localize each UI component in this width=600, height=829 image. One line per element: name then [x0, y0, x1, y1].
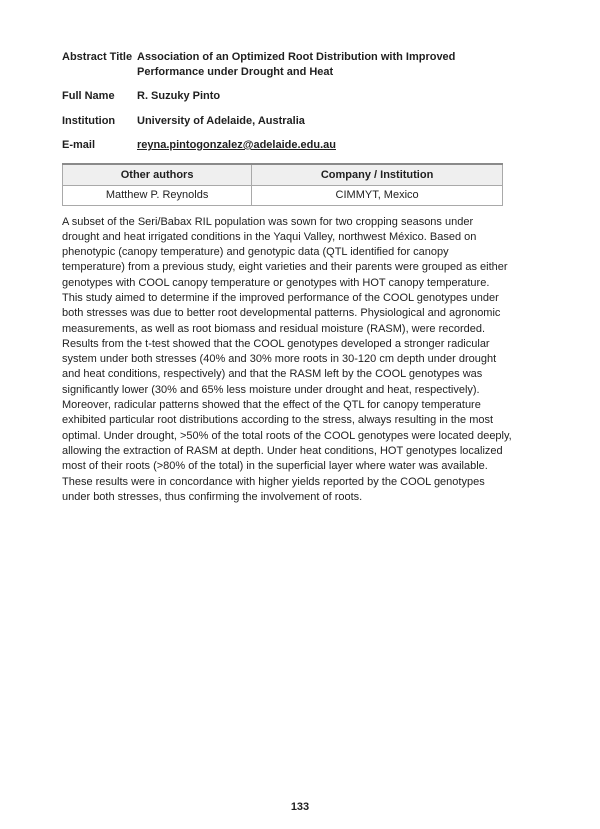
authors-table-header-row	[63, 164, 503, 186]
field-row-full-name	[62, 89, 512, 104]
full-name-label: Full Name	[62, 90, 115, 102]
abstract-title-label: Abstract Title	[62, 51, 133, 63]
company-institution-header: Company / Institution	[252, 164, 503, 186]
field-row-email	[62, 138, 512, 153]
institution-value: University of Adelaide, Australia	[137, 114, 305, 127]
field-row-institution	[62, 114, 512, 129]
header-fields	[62, 50, 512, 153]
author-name-cell: Matthew P. Reynolds	[63, 185, 252, 205]
authors-table-row	[63, 185, 503, 205]
page-content	[62, 50, 512, 505]
author-institution-cell: CIMMYT, Mexico	[252, 185, 503, 205]
abstract-title-value: Association of an Optimized Root Distribution with Improved Performance under Drought and Heat	[137, 51, 456, 78]
other-authors-header: Other authors	[63, 164, 252, 186]
abstract-body-text: A subset of the Seri/Babax RIL population was sown for two cropping seasons under drought and heat irrigated conditions in the Yaqui Valley, northwest México. Based on phenotypic (canopy temperature) and genotypic data (QTL identified for canopy temperature) from a previous study, eight varieties and their parents were grouped as either genotypes with COOL canopy temperature or genotypes with HOT canopy temperature. This study aimed to determine if the improved performance of the COOL genotypes under both stresses was due to better root developmental patterns. Physiological and agronomic measurements, as well as root biomass and residual moisture (RASM), were recorded. Results from the t-test showed that the COOL genotypes developed a stronger radicular system under both stresses (40% and 30% more roots in 30-120 cm depth under drought and heat conditions, respectively) and that the RASM left by the COOL genotypes was significantly lower (30% and 65% less moisture under drought and heat, respectively). Moreover, radicular patterns showed that the effect of the QTL for canopy temperature exhibited particular root distributions according to the stress, always resulting in the most optimal. Under drought, >50% of the total roots of the COOL genotypes were located deeply, allowing the extraction of RASM at depth. Under heat conditions, HOT genotypes localized most of their roots (>80% of the total) in the superficial layer where water was available. These results were in concordance with higher yields reported by the COOL genotypes under both stresses, thus confirming the involvement of roots.	[62, 215, 512, 503]
other-authors-table	[62, 163, 503, 206]
page-number: 133	[290, 801, 310, 813]
field-row-abstract-title	[62, 50, 512, 79]
institution-label: Institution	[62, 114, 116, 127]
email-link[interactable]: reyna.pintogonzalez@adelaide.edu.au	[137, 139, 336, 151]
full-name-value: R. Suzuky Pinto	[137, 90, 221, 102]
email-label: E-mail	[62, 139, 96, 151]
